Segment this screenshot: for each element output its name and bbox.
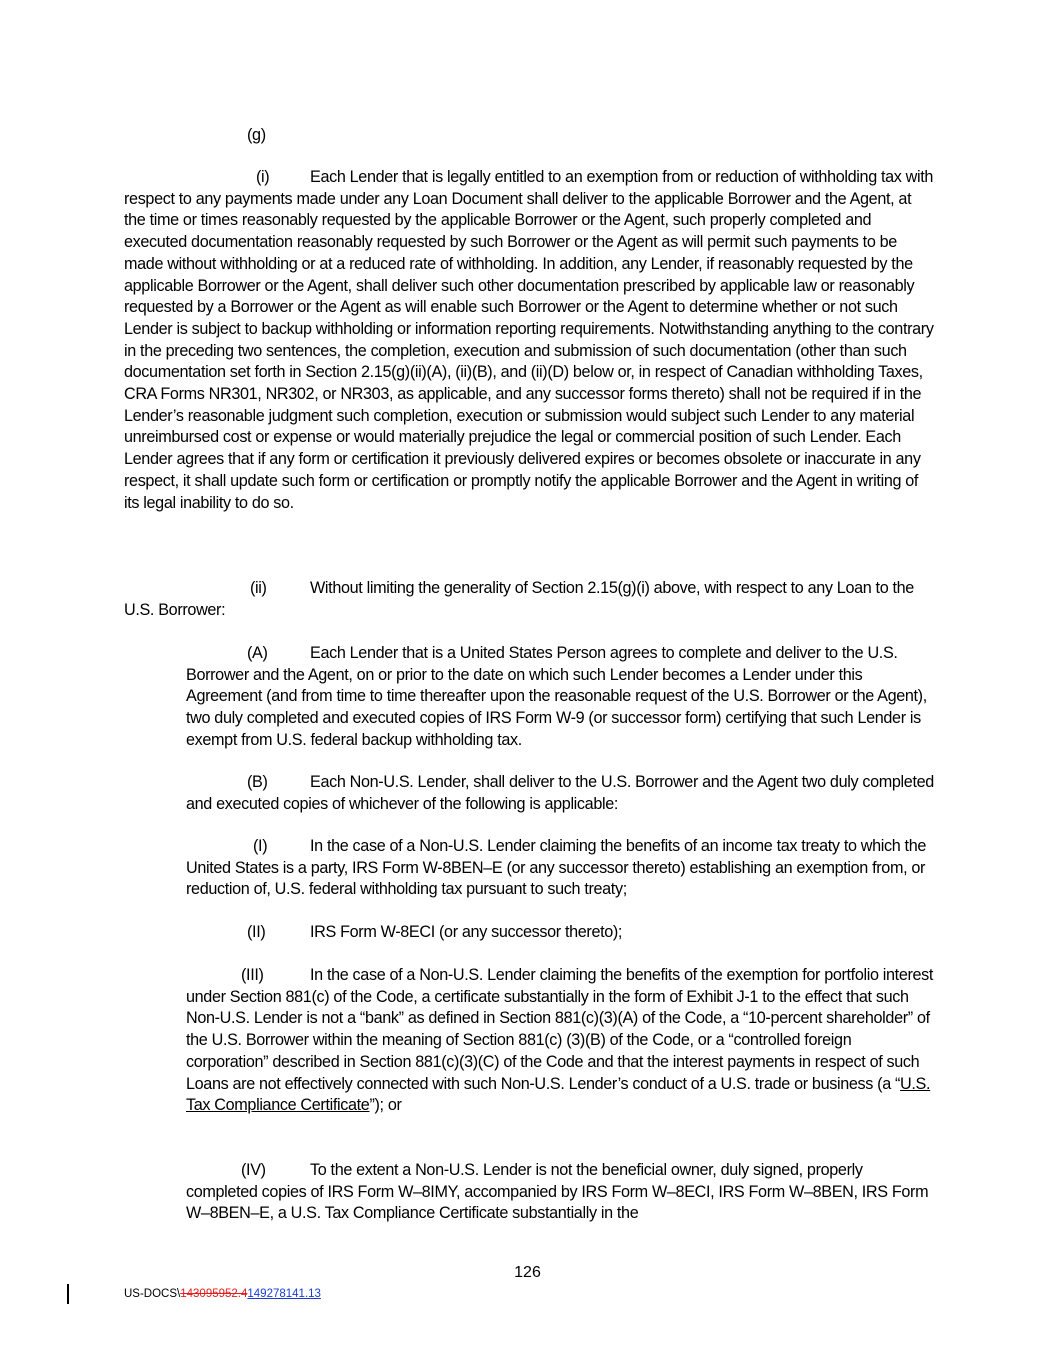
section-label: (g) [247, 126, 266, 144]
paragraph-IV [186, 1160, 934, 1225]
page-number: 126 [514, 1264, 541, 1281]
paragraph-i [124, 167, 934, 514]
paragraph-III [186, 965, 934, 1117]
paragraph-A-label: (A) [247, 644, 268, 662]
footer-prefix: US-DOCS\ [124, 1288, 181, 1300]
paragraph-ii-label: (ii) [250, 579, 267, 597]
paragraph-I-label: (I) [253, 837, 268, 855]
footer-doc-id [124, 1287, 321, 1301]
paragraph-II-text: IRS Form W-8ECI (or any successor thereto); [310, 923, 623, 941]
paragraph-II-label: (II) [247, 923, 266, 941]
paragraph-IV-text: To the extent a Non-U.S. Lender is not the beneficial owner, duly signed, properly completed copies of IRS Form W–8IMY, accompanied by IRS Form W–8ECI, IRS Form W–8BEN, IRS Form W–8BEN–E, a U.S. Tax Compliance Certificate substantially in the [186, 1161, 929, 1223]
paragraph-III-text: In the case of a Non-U.S. Lender claiming the benefits of the exemption for portfolio interest under Section 881(c) of the Code, a certificate substantially in the form of Exhibit J-1 to the effect that such Non-U.S. Lender is not a “bank” as defined in Section 881(c)(3)(A) of the Code, a “10-percent shareholder” of the U.S. Borrower within the meaning of Section 881(c) (3)(B) of the Code, or a “controlled foreign corporation” described in Section 881(c)(3)(C) of the Code and that the interest payments in respect of such Loans are not effectively connected with such Non-U.S. Lender’s conduct of a U.S. trade or business (a “ [186, 966, 934, 1093]
footer-inserted-number: 149278141.13 [247, 1288, 321, 1300]
paragraph-i-text: Each Lender that is legally entitled to an exemption from or reduction of withholding tax with respect to any payments made under any Loan Document shall deliver to the applicable Borrower and the Agent, at the time or times reasonably requested by the applicable Borrower or the Agent, such properly completed and executed documentation reasonably requested by such Borrower or the Agent as will permit such payments to be made without withholding or at a reduced rate of withholding. In addition, any Lender, if reasonably requested by the applicable Borrower or the Agent, shall deliver such other documentation prescribed by applicable law or reasonably requested by a Borrower or the Agent as will enable such Borrower or the Agent to determine whether or not such Lender is subject to backup withholding or information reporting requirements. Notwithstanding anything to the contrary in the preceding two sentences, the completion, execution and submission of such documentation (other than such documentation set forth in Section 2.15(g)(ii)(A), (ii)(B), and (ii)(D) below or, in respect of Canadian withholding Taxes, CRA Forms NR301, NR302, or NR303, as applicable, and any successor forms thereto) shall not be required if in the Lender’s reasonable judgment such completion, execution or submission would subject such Lender to any material unreimbursed cost or expense or would materially prejudice the legal or commercial position of such Lender. Each Lender agrees that if any form or certification it previously delivered expires or becomes obsolete or inaccurate in any respect, it shall update such form or certification or promptly notify the applicable Borrower and the Agent in writing of its legal inability to do so. [124, 168, 934, 512]
paragraph-ii [124, 578, 934, 621]
paragraph-IV-label: (IV) [241, 1161, 266, 1179]
paragraph-B-text: Each Non-U.S. Lender, shall deliver to the U.S. Borrower and the Agent two duly completed and executed copies of whichever of the following is applicable: [186, 773, 934, 813]
paragraph-I [186, 836, 934, 901]
paragraph-III-text-end: ”); or [369, 1096, 402, 1115]
footer-deleted-number: 143095952.4 [180, 1288, 248, 1300]
paragraph-B-label: (B) [247, 773, 268, 791]
paragraph-A-text: Each Lender that is a United States Person agrees to complete and deliver to the U.S. Borrower and the Agent, on or prior to the date on which such Lender becomes a Lender under this Agreement (and from time to time thereafter upon the reasonable request of the U.S. Borrower or the Agent), two duly completed and executed copies of IRS Form W-9 (or successor form) certifying that such Lender is exempt from U.S. federal backup withholding tax. [186, 644, 927, 749]
paragraph-A [186, 643, 934, 752]
change-bar [67, 1284, 69, 1304]
paragraph-III-label: (III) [241, 966, 264, 984]
paragraph-i-label: (i) [256, 168, 270, 186]
paragraph-II [186, 922, 934, 944]
paragraph-B [186, 772, 934, 815]
defined-term: U.S. Tax Compliance Certificate [186, 1074, 931, 1115]
paragraph-I-text: In the case of a Non-U.S. Lender claiming the benefits of an income tax treaty to which the United States is a party, IRS Form W-8BEN–E (or any successor thereto) establishing an exemption from, or reduction of, U.S. federal withholding tax pursuant to such treaty; [186, 837, 927, 899]
paragraph-ii-text: Without limiting the generality of Section 2.15(g)(i) above, with respect to any Loan to the U.S. Borrower: [124, 579, 914, 619]
